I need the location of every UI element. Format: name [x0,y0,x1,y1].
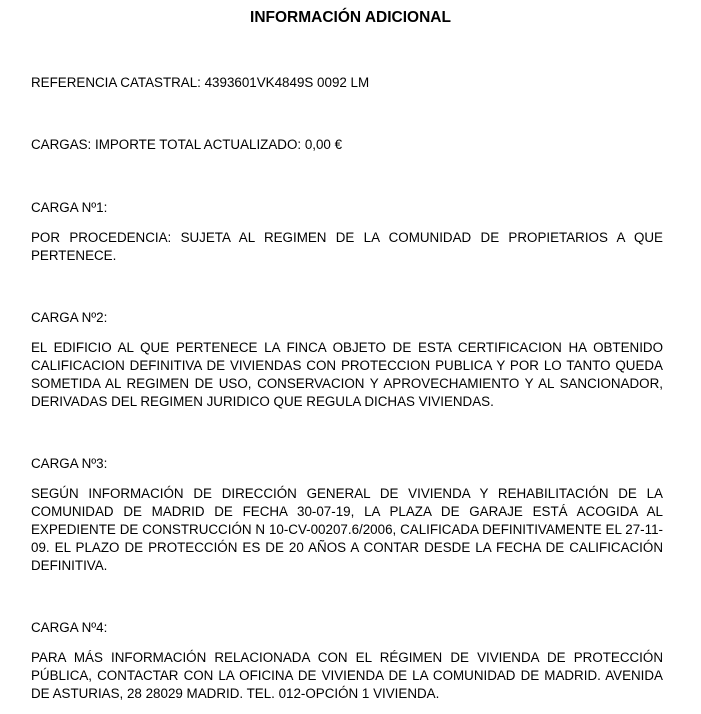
carga-3-text: SEGÚN INFORMACIÓN DE DIRECCIÓN GENERAL DE VIVIENDA Y REHABILITACIÓN DE LA COMUNIDAD DE MADRID DE FECHA 30-07-19, LA PLAZA DE GARAJE ESTÁ ACOGIDA AL EXPEDIENTE DE CONSTRUCCIÓN N 10-CV-00207.6/2006, CALIFICADA DEFINITIVAMENTE EL 27-11-09. EL PLAZO DE PROTECCIÓN ES DE 20 AÑOS A CONTAR DESDE LA FECHA DE CALIFICACIÓN DEFINITIVA. [31,486,663,573]
referencia-catastral: REFERENCIA CATASTRAL: 4393601VK4849S 0092 LM [31,75,370,90]
carga-4-text: PARA MÁS INFORMACIÓN RELACIONADA CON EL RÉGIMEN DE VIVIENDA DE PROTECCIÓN PÚBLICA, CONTACTAR CON LA OFICINA DE VIVIENDA DE LA COMUNIDAD DE MADRID. AVENIDA DE ASTURIAS, 28 28029 MADRID. TEL. 012-OPCIÓN 1 VIVIENDA. [31,650,663,701]
document-title: INFORMACIÓN ADICIONAL [250,9,451,26]
carga-2-text: EL EDIFICIO AL QUE PERTENECE LA FINCA OBJETO DE ESTA CERTIFICACION HA OBTENIDO CALIFICACION DEFINITIVA DE VIVIENDAS CON PROTECCION PUBLICA Y POR LO TANTO QUEDA SOMETIDA AL REGIMEN DE USO, CONSERVACION Y APROVECHAMIENTO Y AL SANCIONADOR, DERIVADAS DEL REGIMEN JURIDICO QUE REGULA DICHAS VIVIENDAS. [31,340,663,409]
carga-3-heading: CARGA Nº3: [31,456,108,471]
cargas-total: CARGAS: IMPORTE TOTAL ACTUALIZADO: 0,00 € [31,137,343,152]
carga-2-heading: CARGA Nº2: [31,310,108,325]
carga-1-text: POR PROCEDENCIA: SUJETA AL REGIMEN DE LA COMUNIDAD DE PROPIETARIOS A QUE PERTENECE. [31,230,663,263]
carga-1-heading: CARGA Nº1: [31,200,108,215]
carga-4-heading: CARGA Nº4: [31,620,108,635]
